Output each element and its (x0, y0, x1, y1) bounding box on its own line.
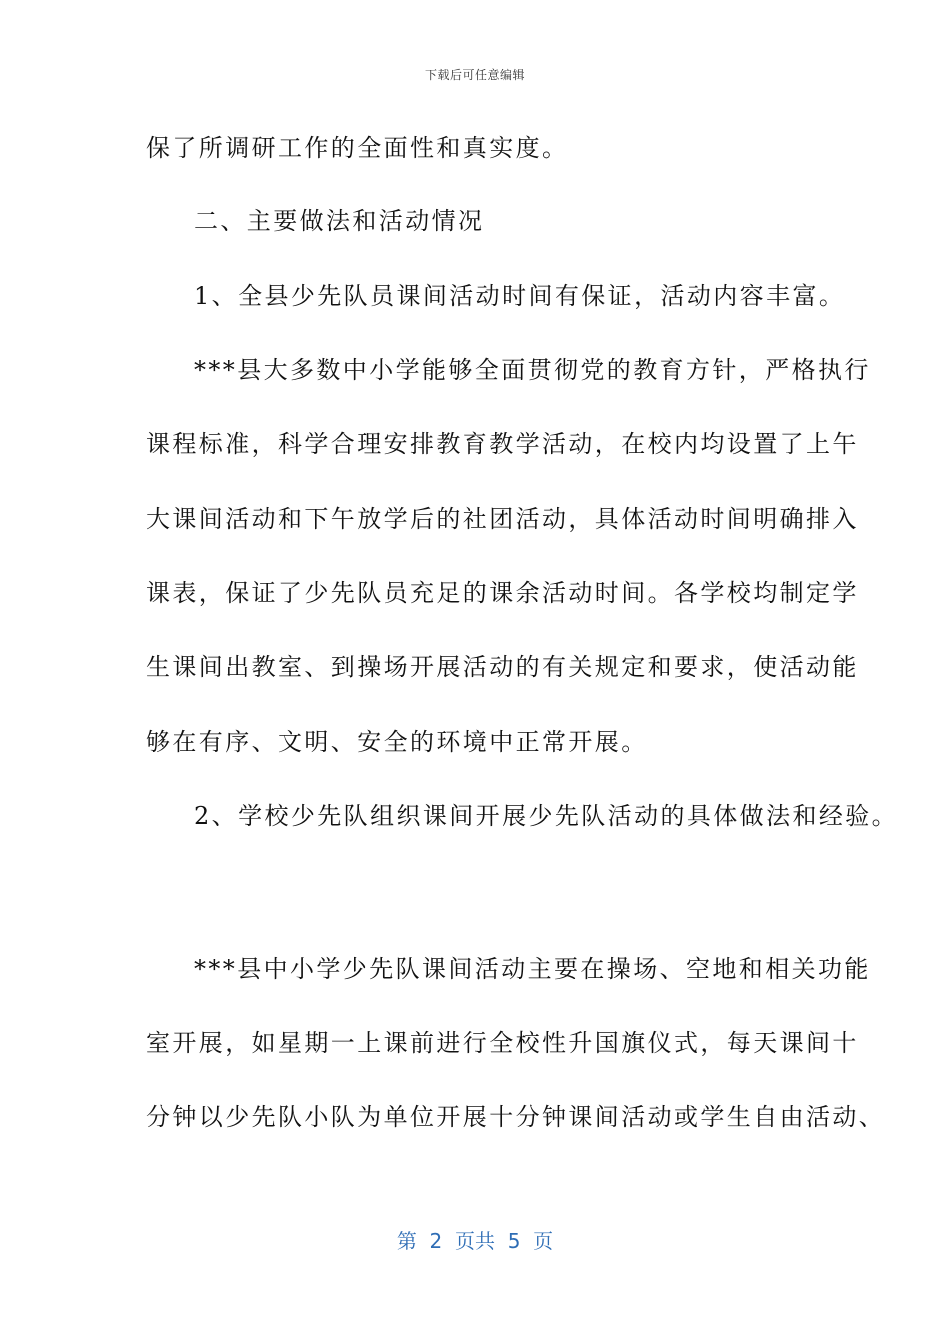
paragraph-line: 够在有序、文明、安全的环境中正常开展。 (146, 728, 648, 756)
subsection-heading: 2、学校少先队组织课间开展少先队活动的具体做法和经验。 (194, 802, 899, 830)
paragraph-line: 大课间活动和下午放学后的社团活动，具体活动时间明确排入 (146, 505, 859, 533)
page-number-footer: 第 2 页共 5 页 (396, 1229, 554, 1253)
header-note: 下载后可任意编辑 (424, 68, 525, 82)
paragraph-line: 分钟以少先队小队为单位开展十分钟课间活动或学生自由活动、 (146, 1103, 886, 1131)
paragraph-line: 课表，保证了少先队员充足的课余活动时间。各学校均制定学 (146, 579, 859, 607)
paragraph-line: ***县中小学少先队课间活动主要在操场、空地和相关功能 (194, 955, 871, 983)
subsection-heading: 1、全县少先队员课间活动时间有保证，活动内容丰富。 (194, 282, 846, 310)
paragraph-line: 室开展，如星期一上课前进行全校性升国旗仪式，每天课间十 (146, 1029, 859, 1057)
section-heading: 二、主要做法和活动情况 (194, 207, 485, 235)
paragraph-line: ***县大多数中小学能够全面贯彻党的教育方针，严格执行 (194, 356, 871, 384)
paragraph-line: 生课间出教室、到操场开展活动的有关规定和要求，使活动能 (146, 653, 859, 681)
paragraph-line: 保了所调研工作的全面性和真实度。 (146, 134, 569, 162)
paragraph-line: 课程标准，科学合理安排教育教学活动，在校内均设置了上午 (146, 430, 859, 458)
